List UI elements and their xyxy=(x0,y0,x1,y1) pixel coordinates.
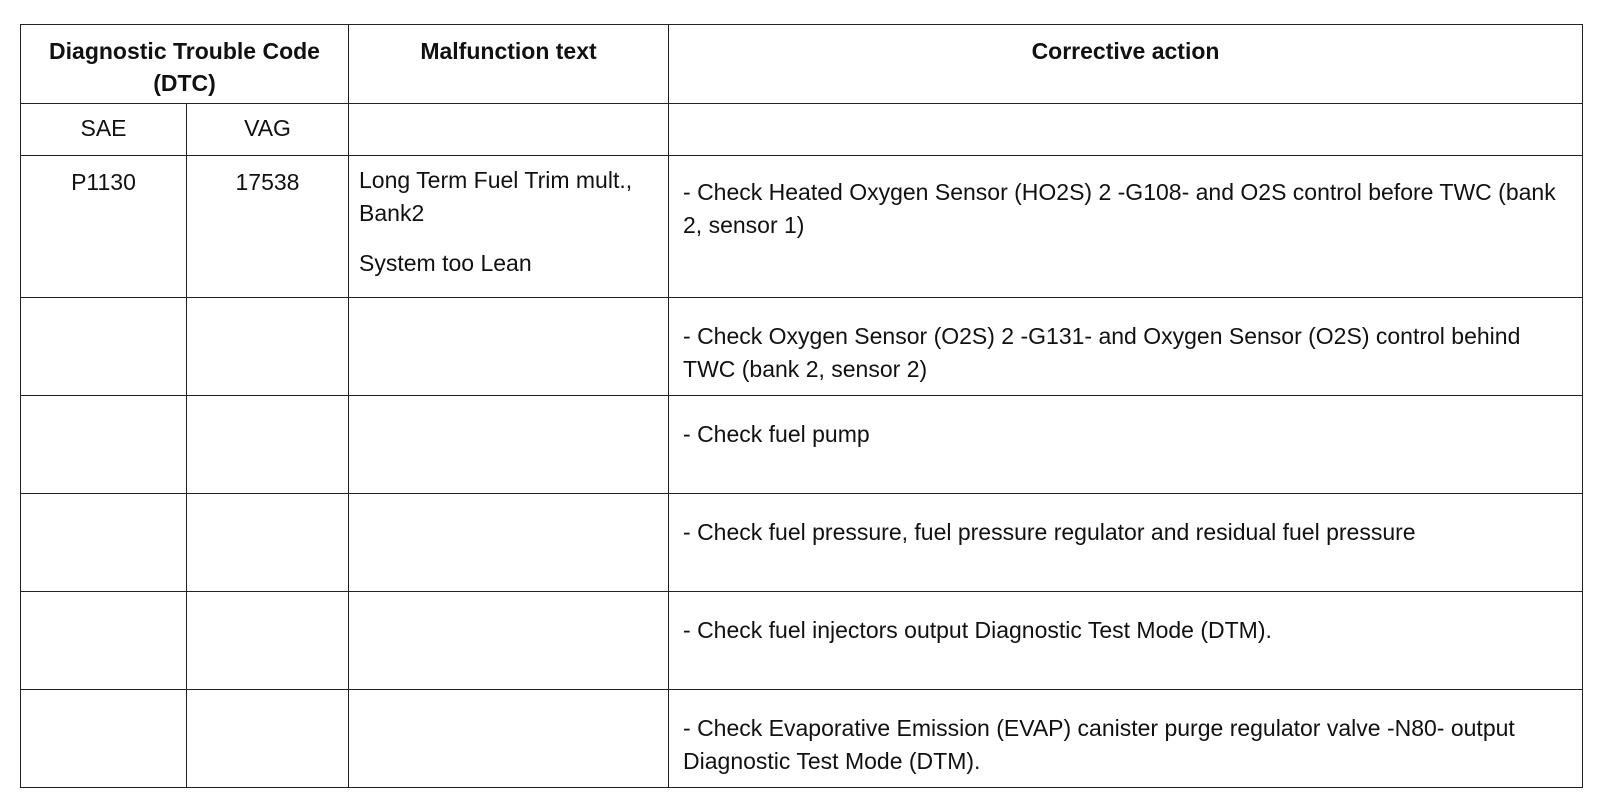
cell-empty xyxy=(187,592,349,690)
cell-empty xyxy=(349,690,669,788)
cell-empty xyxy=(187,494,349,592)
table-row xyxy=(21,592,1583,690)
table-row xyxy=(21,396,1583,494)
cell-empty xyxy=(21,494,187,592)
cell-corrective-action: - Check Heated Oxygen Sensor (HO2S) 2 -G108- and O2S control before TWC (bank 2, sensor 1) xyxy=(669,156,1583,298)
cell-empty xyxy=(349,396,669,494)
cell-empty xyxy=(349,592,669,690)
cell-malfunction-text xyxy=(349,156,669,298)
subheader-empty-action xyxy=(669,104,1583,156)
cell-empty xyxy=(21,690,187,788)
subheader-row xyxy=(21,104,1583,156)
subheader-vag: VAG xyxy=(187,104,349,156)
cell-corrective-action: - Check Evaporative Emission (EVAP) canister purge regulator valve -N80- output Diagnostic Test Mode (DTM). xyxy=(669,690,1583,788)
cell-vag-code: 17538 xyxy=(187,156,349,298)
dtc-table xyxy=(20,24,1583,788)
cell-empty xyxy=(21,298,187,396)
cell-corrective-action: - Check fuel pump xyxy=(669,396,1583,494)
subheader-empty-malfunction xyxy=(349,104,669,156)
cell-empty xyxy=(187,690,349,788)
cell-empty xyxy=(349,494,669,592)
cell-empty xyxy=(21,592,187,690)
header-dtc: Diagnostic Trouble Code (DTC) xyxy=(21,25,349,104)
cell-empty xyxy=(187,396,349,494)
table-row xyxy=(21,156,1583,298)
table-row xyxy=(21,298,1583,396)
cell-empty xyxy=(187,298,349,396)
dtc-table-container xyxy=(20,24,1582,788)
cell-empty xyxy=(21,396,187,494)
cell-sae-code: P1130 xyxy=(21,156,187,298)
cell-corrective-action: - Check fuel pressure, fuel pressure regulator and residual fuel pressure xyxy=(669,494,1583,592)
cell-corrective-action: - Check fuel injectors output Diagnostic Test Mode (DTM). xyxy=(669,592,1583,690)
header-row xyxy=(21,25,1583,104)
cell-empty xyxy=(349,298,669,396)
malfunction-line-2: System too Lean xyxy=(359,249,532,276)
table-row xyxy=(21,494,1583,592)
table-row xyxy=(21,690,1583,788)
header-corrective-action: Corrective action xyxy=(669,25,1583,104)
malfunction-line-1: Long Term Fuel Trim mult., Bank2 xyxy=(359,167,633,226)
subheader-sae: SAE xyxy=(21,104,187,156)
header-malfunction-text: Malfunction text xyxy=(349,25,669,104)
cell-corrective-action: - Check Oxygen Sensor (O2S) 2 -G131- and Oxygen Sensor (O2S) control behind TWC (bank 2, sensor 2) xyxy=(669,298,1583,396)
